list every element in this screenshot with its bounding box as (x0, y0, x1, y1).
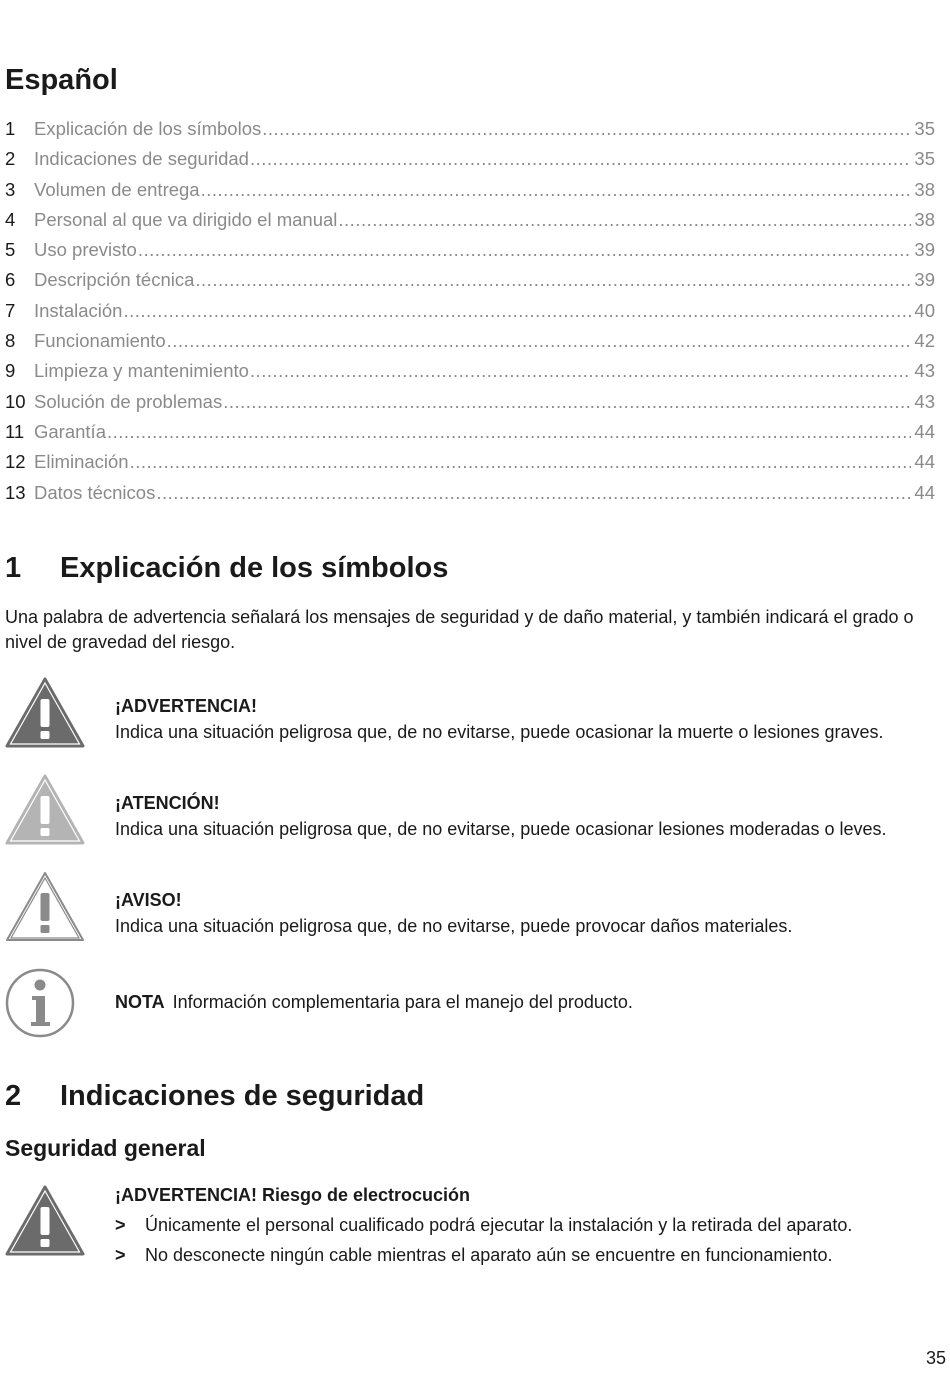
toc-entry[interactable] (5, 451, 935, 481)
toc-title: Explicación de los símbolos (34, 118, 262, 139)
section-1-intro: Una palabra de advertencia señalará los mensajes de seguridad y de daño material, y también indicará el grado o nivel de gravedad del riesgo. (5, 607, 914, 652)
toc-page-number: 38 (914, 178, 935, 200)
toc-entry[interactable] (5, 482, 935, 512)
toc-title: Garantía (34, 420, 106, 442)
language-title: Español (5, 64, 118, 96)
toc-entry[interactable] (5, 421, 935, 451)
page-number: 35 (925, 1348, 946, 1368)
toc-leader-dots (223, 391, 911, 413)
toc-page-number: 42 (914, 330, 935, 352)
info-circle-icon (5, 968, 75, 1038)
toc-title: Volumen de entrega (34, 178, 200, 200)
symbol-warning (5, 677, 945, 757)
toc-page-number: 39 (914, 239, 935, 261)
toc-page-number: 43 (914, 360, 935, 382)
warning-triangle-outline-icon (5, 871, 85, 943)
toc-title: Descripción técnica (34, 269, 195, 291)
toc-number: 12 (5, 451, 26, 473)
toc-leader-dots (130, 451, 912, 473)
toc-number: 7 (5, 299, 16, 321)
list-item: > No desconecte ningún cable mientras el aparato aún se encuentre en funcionamiento. (115, 1245, 833, 1265)
bullet-arrow: > (115, 1245, 126, 1265)
toc-page-number: 38 (914, 208, 935, 230)
toc-title: Limpieza y mantenimiento (34, 360, 249, 382)
toc-entry[interactable] (5, 300, 935, 330)
toc-title: Eliminación (34, 451, 129, 473)
toc-leader-dots (250, 148, 911, 170)
toc-entry[interactable] (5, 209, 935, 239)
toc-number: 9 (5, 360, 16, 382)
toc-leader-dots (107, 421, 911, 443)
toc-number: 3 (5, 178, 16, 200)
toc-leader-dots (123, 300, 911, 322)
toc-entry[interactable] (5, 360, 935, 390)
symbol-description: Indica una situación peligrosa que, de no evitarse, puede ocasionar la muerte o lesiones graves. (115, 722, 884, 742)
symbol-label: ¡AVISO! (115, 890, 182, 910)
toc-page-number: 44 (914, 481, 935, 503)
toc-number: 10 (5, 390, 26, 412)
toc-leader-dots (338, 209, 911, 231)
warning-list (115, 1215, 852, 1275)
warning-triangle-light-icon (5, 774, 85, 846)
toc-entry[interactable] (5, 118, 935, 148)
toc-leader-dots (167, 330, 912, 352)
section-title: Explicación de los símbolos (60, 552, 449, 584)
toc-leader-dots (156, 482, 911, 504)
toc-title: Solución de problemas (34, 390, 223, 412)
symbol-notice (5, 871, 945, 951)
toc-leader-dots (195, 269, 911, 291)
toc-page-number: 44 (914, 451, 935, 473)
warning-triangle-dark-icon (5, 1185, 85, 1257)
note-description: Información complementaria para el manejo del producto. (172, 992, 633, 1012)
toc-number: 1 (5, 118, 16, 139)
section-number: 2 (5, 1080, 22, 1112)
note-label: NOTA (115, 992, 165, 1012)
toc-page-number: 40 (914, 299, 935, 321)
toc-number: 6 (5, 269, 16, 291)
toc-entry[interactable] (5, 179, 935, 209)
toc-title: Datos técnicos (34, 481, 156, 503)
warning-triangle-dark-icon (5, 677, 85, 749)
toc-entry[interactable] (5, 269, 935, 299)
toc-leader-dots (138, 239, 912, 261)
toc-entry[interactable] (5, 391, 935, 421)
toc-entry[interactable] (5, 239, 935, 269)
section-1-heading (5, 552, 448, 585)
section-number: 1 (5, 552, 22, 584)
section-title: Indicaciones de seguridad (60, 1080, 425, 1112)
toc-title: Indicaciones de seguridad (34, 148, 249, 170)
warning-heading: ¡ADVERTENCIA! Riesgo de electrocución (115, 1185, 471, 1205)
toc-page-number: 35 (914, 118, 935, 139)
toc-number: 5 (5, 239, 16, 261)
toc-page-number: 44 (914, 420, 935, 442)
symbol-description: Indica una situación peligrosa que, de no evitarse, puede ocasionar lesiones moderadas o leves. (115, 819, 887, 839)
toc-title: Personal al que va dirigido el manual (34, 208, 338, 230)
symbol-description: Indica una situación peligrosa que, de no evitarse, puede provocar daños materiales. (115, 916, 793, 936)
toc-number: 8 (5, 330, 16, 352)
toc-entry[interactable] (5, 330, 935, 360)
note-text (115, 992, 633, 1013)
list-item: > Únicamente el personal cualificado podrá ejecutar la instalación y la retirada del aparato. (115, 1215, 853, 1235)
toc-page-number: 39 (914, 269, 935, 291)
toc-entry[interactable] (5, 148, 935, 178)
symbol-caution (5, 774, 945, 854)
toc-number: 13 (5, 481, 26, 503)
toc-title: Instalación (34, 299, 123, 321)
toc-number: 4 (5, 208, 16, 230)
bullet-arrow: > (115, 1215, 126, 1235)
symbol-label: ¡ATENCIÓN! (115, 793, 220, 813)
symbol-label: ¡ADVERTENCIA! (115, 696, 257, 716)
toc-page-number: 43 (914, 390, 935, 412)
toc-number: 2 (5, 148, 16, 170)
toc-title: Funcionamiento (34, 330, 166, 352)
toc-page-number: 35 (914, 148, 935, 170)
toc-number: 11 (5, 420, 25, 442)
toc-leader-dots (262, 118, 911, 140)
table-of-contents (5, 118, 935, 512)
toc-leader-dots (250, 360, 912, 382)
toc-title: Uso previsto (34, 239, 137, 261)
toc-leader-dots (201, 179, 912, 201)
section-2-heading (5, 1080, 424, 1113)
general-safety-heading: Seguridad general (5, 1135, 206, 1161)
